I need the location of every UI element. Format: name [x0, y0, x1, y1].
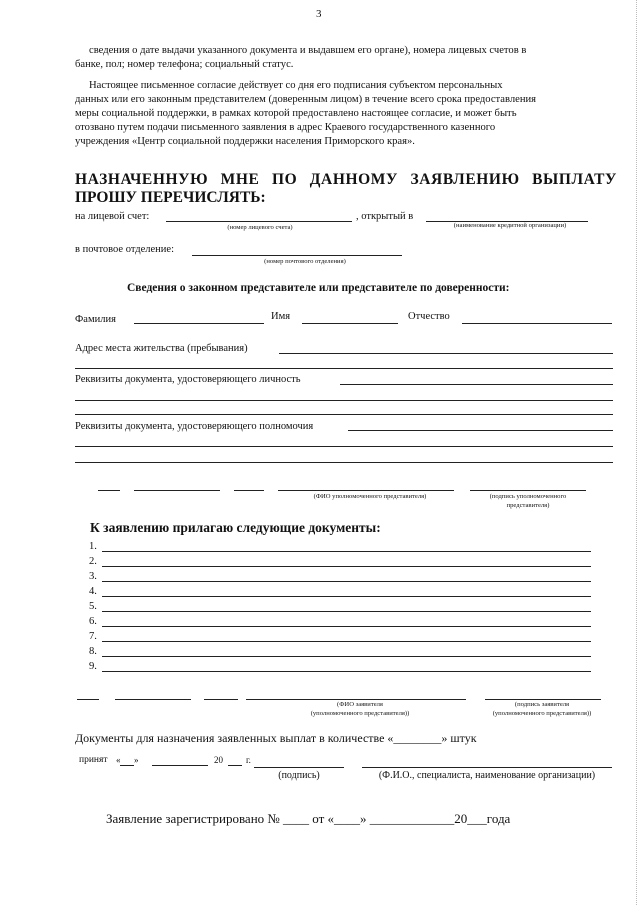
applicant-sign-caption: (подпись заявителя: [514, 701, 570, 708]
document-field[interactable]: [102, 641, 591, 642]
list-item-number: 1.: [89, 541, 97, 552]
document-field[interactable]: [102, 611, 591, 612]
applicant-date-day-field[interactable]: [77, 699, 99, 700]
rep-date-day-field[interactable]: [98, 490, 120, 491]
applicant-fio-caption-2: (уполномоченного представителя)): [310, 710, 410, 717]
id-doc-field-2[interactable]: [75, 400, 613, 401]
post-caption: (номер почтового отделения): [264, 258, 346, 265]
document-field[interactable]: [102, 626, 591, 627]
id-doc-field[interactable]: [340, 384, 613, 385]
scan-edge-dots: [632, 0, 637, 905]
rep-date-month-field[interactable]: [134, 490, 220, 491]
document-field[interactable]: [102, 596, 591, 597]
list-item-number: 6.: [89, 616, 97, 627]
representative-heading: Сведения о законном представителе или представителе по доверенности:: [127, 282, 510, 294]
name-label: Имя: [271, 311, 291, 322]
documents-heading: К заявлению прилагаю следующие документы:: [90, 520, 381, 535]
list-item-number: 8.: [89, 646, 97, 657]
name-field[interactable]: [302, 323, 398, 324]
intro-line: меры социальной поддержки, в рамках которой предоставлено настоящее согласие, и может быть: [75, 108, 517, 119]
id-doc-label: Реквизиты документа, удостоверяющего личность: [75, 374, 301, 385]
applicant-fio-caption: (ФИО заявителя: [337, 701, 383, 708]
intro-line: учреждения «Центр социальной поддержки населения Приморского края».: [75, 136, 415, 147]
applicant-date-month-field[interactable]: [115, 699, 191, 700]
payment-heading-2: ПРОШУ ПЕРЕЧИСЛЯТЬ:: [75, 189, 266, 206]
patronymic-field[interactable]: [462, 323, 612, 324]
document-field[interactable]: [102, 551, 591, 552]
applicant-signature-field[interactable]: [485, 699, 601, 700]
accept-month-field[interactable]: [152, 765, 208, 766]
account-caption: (номер лицевого счета): [227, 224, 293, 231]
account-number-field[interactable]: [166, 221, 352, 222]
list-item-number: 3.: [89, 571, 97, 582]
applicant-date-year-field[interactable]: [204, 699, 238, 700]
intro-line: Настоящее письменное согласие действует со дня его подписания субъектом персональных: [89, 80, 503, 91]
rep-sign-caption-2: представителя): [506, 502, 550, 509]
documents-count-text: Документы для назначения заявленных выплат в количестве «________» штук: [75, 731, 477, 745]
post-label: в почтовое отделение:: [75, 244, 174, 255]
authority-doc-label: Реквизиты документа, удостоверяющего полномочия: [75, 421, 314, 432]
intro-line: сведения о дате выдачи указанного документа и выдавшем его органе), номера лицевых счетов в: [89, 45, 527, 56]
id-doc-field-3[interactable]: [75, 414, 613, 415]
intro-line: отозвано путем подачи письменного заявления в адрес Краевого государственного казенного: [75, 122, 496, 133]
opened-label: , открытый в: [356, 211, 414, 222]
document-field[interactable]: [102, 671, 591, 672]
date-close-quote: »: [134, 755, 139, 765]
specialist-caption: (Ф.И.О., специалиста, наименование организации): [378, 770, 596, 781]
address-field[interactable]: [279, 353, 613, 354]
accept-day-field[interactable]: [120, 765, 134, 766]
post-office-field[interactable]: [192, 255, 402, 256]
list-item-number: 2.: [89, 556, 97, 567]
rep-fio-field[interactable]: [278, 490, 454, 491]
applicant-sign-caption-2: (уполномоченного представителя)): [492, 710, 592, 717]
document-field[interactable]: [102, 581, 591, 582]
authority-doc-field-2[interactable]: [75, 446, 613, 447]
list-item-number: 9.: [89, 661, 97, 672]
address-label: Адрес места жительства (пребывания): [75, 343, 248, 354]
accept-signature-field[interactable]: [254, 767, 344, 768]
page-number: 3: [316, 8, 322, 20]
rep-sign-caption: (подпись уполномоченного: [489, 493, 567, 500]
specialist-field[interactable]: [362, 767, 612, 768]
surname-label: Фамилия: [75, 314, 116, 325]
document-field[interactable]: [102, 656, 591, 657]
surname-field[interactable]: [134, 323, 264, 324]
list-item-number: 4.: [89, 586, 97, 597]
address-field-2[interactable]: [75, 368, 613, 369]
authority-doc-field-3[interactable]: [75, 462, 613, 463]
sign-caption: (подпись): [278, 770, 320, 781]
rep-date-year-field[interactable]: [234, 490, 264, 491]
year-suffix: г.: [246, 755, 251, 765]
payment-heading: НАЗНАЧЕННУЮ МНЕ ПО ДАННОМУ ЗАЯВЛЕНИЮ ВЫПЛАТУ: [75, 171, 618, 188]
accept-year-field[interactable]: [228, 765, 242, 766]
accepted-label: принят: [79, 755, 108, 765]
applicant-fio-field[interactable]: [246, 699, 466, 700]
account-label: на лицевой счет:: [75, 211, 150, 222]
authority-doc-field[interactable]: [348, 430, 613, 431]
registration-text: Заявление зарегистрировано № ____ от «____» _____________20___года: [106, 811, 511, 826]
patronymic-label: Отчество: [408, 311, 450, 322]
list-item-number: 5.: [89, 601, 97, 612]
document-field[interactable]: [102, 566, 591, 567]
bank-caption: (наименование кредитной организации): [453, 222, 567, 229]
intro-line: банке, пол; номер телефона; социальный статус.: [75, 59, 294, 70]
year-prefix: 20: [214, 755, 223, 765]
rep-fio-caption: (ФИО уполномоченного представителя): [313, 493, 427, 500]
intro-line: данных или его законным представителем (доверенным лицом) в течение всего срока предоставления: [75, 94, 537, 105]
date-open-quote: «: [116, 755, 121, 765]
rep-signature-field[interactable]: [470, 490, 586, 491]
list-item-number: 7.: [89, 631, 97, 642]
